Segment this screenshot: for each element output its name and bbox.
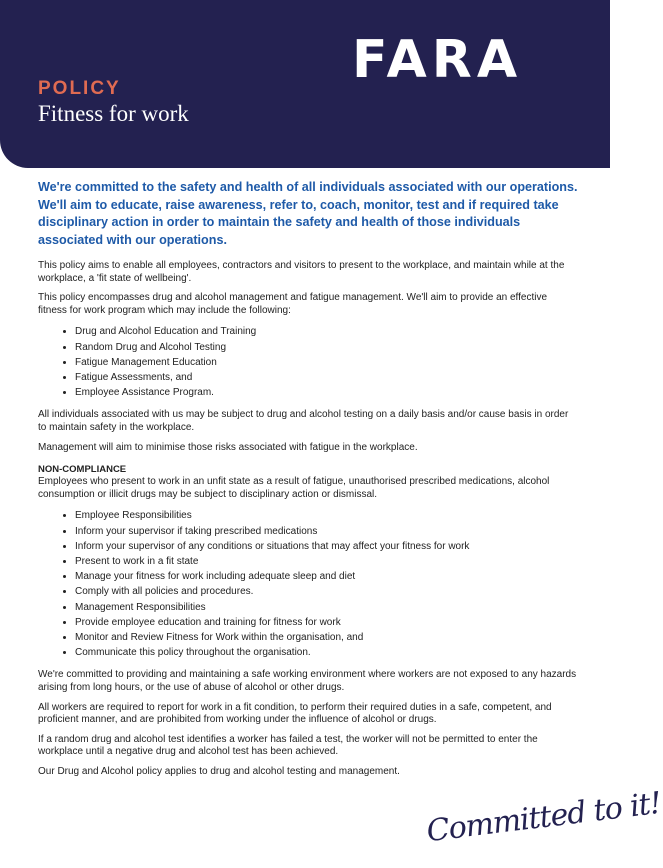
- list-item: • Management Responsibilities: [75, 600, 578, 615]
- paragraph: This policy aims to enable all employees, contractors and visitors to present to the workplace, and maintain while at the workplace, a 'fit state of wellbeing'.: [38, 260, 565, 284]
- header-banner: [0, 0, 610, 168]
- policy-body: [38, 179, 578, 786]
- paragraph: All workers are required to report for work in a fit condition, to perform their required duties in a safe, competent, and proficient manner, and are prohibited from working under the influence of alcohol or drugs.: [38, 701, 552, 726]
- page-title: Fitness for work: [38, 101, 189, 126]
- list-item: • Fatigue Assessments, and: [75, 370, 578, 385]
- list-item: • Fatigue Management Education: [75, 355, 578, 370]
- paragraph: Management will aim to minimise those risks associated with fatigue in the workplace.: [38, 441, 418, 453]
- paragraph: All individuals associated with us may be subject to drug and alcohol testing on a daily basis and/or cause basis in order to maintain safety in the workplace.: [38, 409, 569, 433]
- paragraph: Employees who present to work in an unfit state as a result of fatigue, unauthorised prescribed medications, alcohol consumption or illicit drugs may be subject to disciplinary action or dismissal.: [38, 476, 550, 500]
- lead-statement: We're committed to the safety and health of all individuals associated with our operations. We'll aim to educate, raise awareness, refer to, coach, monitor, test and if required take disciplinary action in order to maintain the safety and health of those individuals associated with our operations.: [38, 180, 578, 247]
- list-item: • Provide employee education and training for fitness for work: [75, 615, 578, 630]
- program-list: [38, 324, 578, 400]
- fara-logo: FARA: [352, 30, 523, 90]
- paragraph: This policy encompasses drug and alcohol management and fatigue management. We'll aim to provide an effective fitness for work program which may include the following:: [38, 292, 548, 316]
- list-item: • Drug and Alcohol Education and Training: [75, 324, 578, 339]
- list-item: • Employee Assistance Program.: [75, 385, 578, 400]
- responsibilities-list: [38, 508, 578, 660]
- list-item: • Manage your fitness for work including adequate sleep and diet: [75, 569, 578, 584]
- document-type-label: POLICY: [38, 78, 121, 99]
- paragraph: If a random drug and alcohol test identifies a worker has failed a test, the worker will not be permitted to enter the workplace until a negative drug and alcohol test has been achieved.: [38, 733, 538, 758]
- list-item: • Monitor and Review Fitness for Work within the organisation, and: [75, 630, 578, 645]
- list-item: • Comply with all policies and procedures.: [75, 584, 578, 599]
- paragraph: Our Drug and Alcohol policy applies to drug and alcohol testing and management.: [38, 765, 400, 777]
- section-heading-noncompliance: NON-COMPLIANCE: [38, 464, 127, 476]
- list-item: • Present to work in a fit state: [75, 554, 578, 569]
- committed-signature: Committed to it!: [424, 785, 663, 850]
- list-item: • Random Drug and Alcohol Testing: [75, 340, 578, 355]
- paragraph: We're committed to providing and maintaining a safe working environment where workers are not exposed to any hazards arising from long hours, or the use of abuse of alcohol or other drugs.: [38, 669, 577, 693]
- list-item: • Employee Responsibilities: [75, 508, 578, 523]
- list-item: • Inform your supervisor if taking prescribed medications: [75, 524, 578, 539]
- list-item: • Inform your supervisor of any conditions or situations that may affect your fitness for work: [75, 539, 578, 554]
- list-item: • Communicate this policy throughout the organisation.: [75, 645, 578, 660]
